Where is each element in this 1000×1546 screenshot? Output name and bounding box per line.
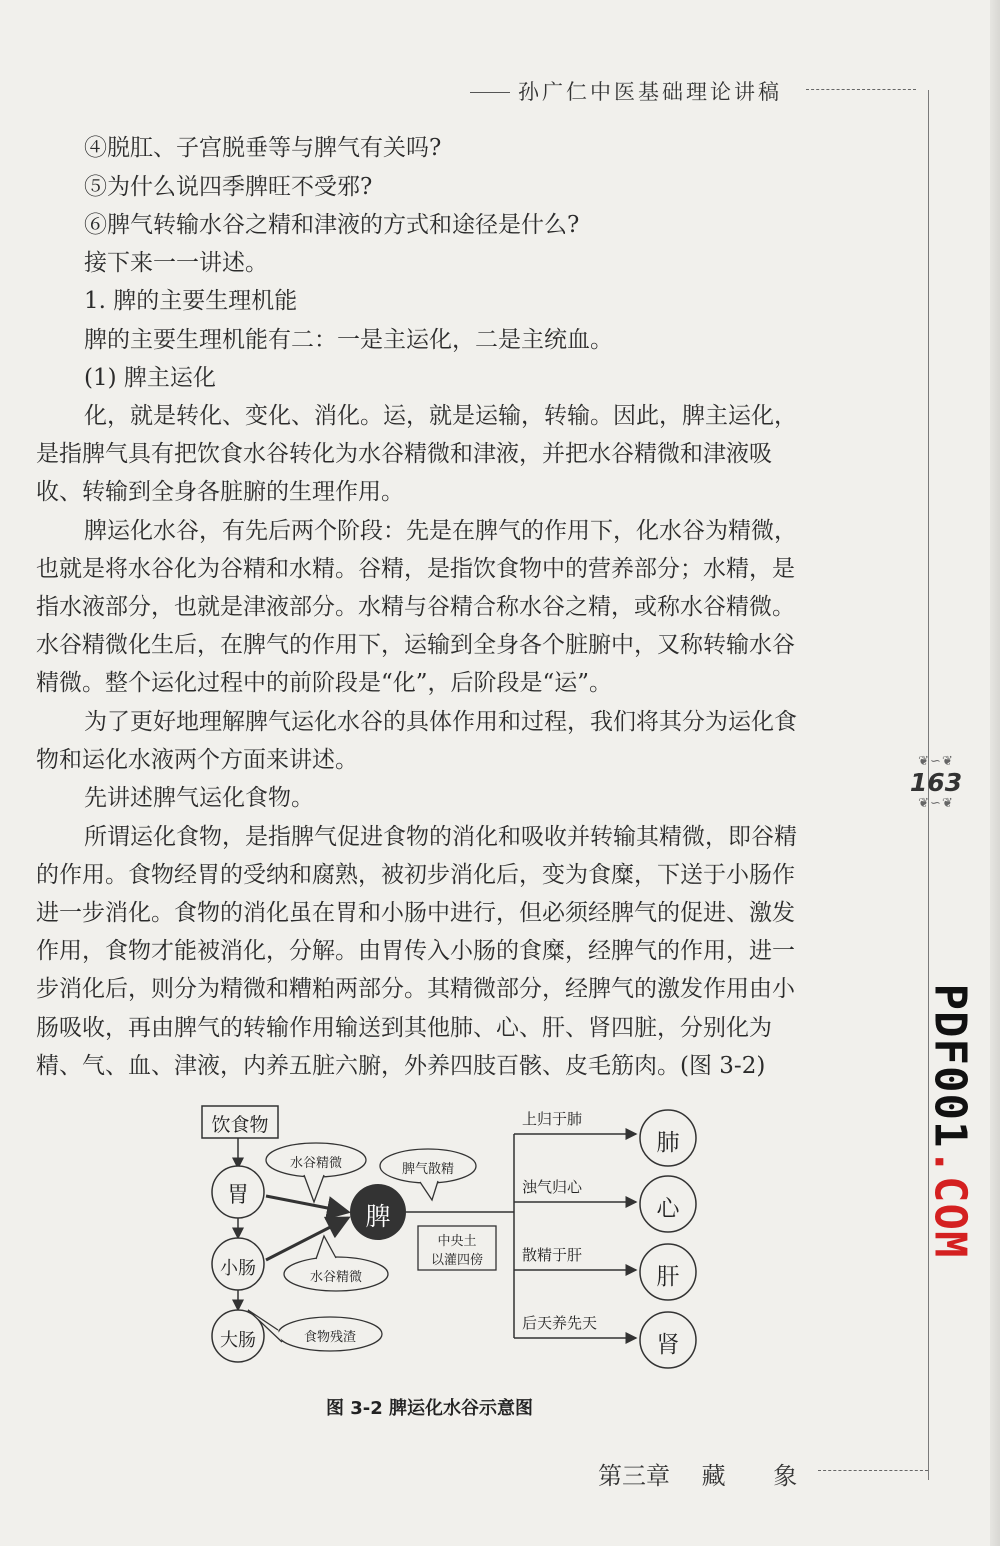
section-summary: 脾的主要生理机能有二：一是主运化，二是主统血。 [84, 327, 613, 353]
paragraph-line: 是指脾气具有把饮食水谷转化为水谷精微和津液，并把水谷精微和津液吸 [36, 441, 772, 467]
stomach-label: 胃 [226, 1183, 249, 1208]
watermark [900, 983, 1000, 1259]
spleen-label: 脾 [365, 1202, 391, 1231]
lung-label: 肺 [656, 1130, 680, 1156]
paragraph-line: 作用，食物才能被消化，分解。由胃传入小肠的食糜，经脾气的作用，进一 [36, 938, 795, 964]
spleen-transport-diagram [196, 1098, 716, 1380]
paragraph-line: 脾运化水谷，有先后两个阶段：先是在脾气的作用下，化水谷为精微， [84, 518, 797, 544]
branch-label: 散精于肝 [522, 1246, 583, 1264]
bubble-label: 食物残渣 [303, 1330, 356, 1345]
paragraph-line: 水谷精微化生后，在脾气的作用下，运输到全身各个脏腑中，又称转输水谷 [36, 632, 795, 658]
paragraph-line: 肠吸收，再由脾气的转输作用输送到其他肺、心、肝、肾四脏，分别化为 [36, 1015, 772, 1041]
watermark-text: PDF001.COM [924, 983, 976, 1259]
branch-label: 上归于肺 [522, 1110, 583, 1128]
question-6: ⑥脾气转输水谷之精和津液的方式和途径是什么? [84, 212, 580, 238]
large-intestine-label: 大肠 [220, 1330, 256, 1351]
paragraph-line: 的作用。食物经胃的受纳和腐熟，被初步消化后，变为食糜，下送于小肠作 [36, 862, 795, 888]
paragraph-line: 精微。整个运化过程中的前阶段是“化”，后阶段是“运”。 [36, 670, 613, 696]
paragraph-line: 进一步消化。食物的消化虽在胃和小肠中进行，但必须经脾气的促进、激发 [36, 900, 795, 926]
paragraph-line: 精、气、血、津液，内养五脏六腑，外养四肢百骸、皮毛筋肉。(图 3-2) [36, 1053, 766, 1079]
heart-label: 心 [656, 1196, 680, 1222]
section-heading: 1. 脾的主要生理机能 [84, 288, 298, 314]
figure-caption: 图 3-2 脾运化水谷示意图 [326, 1398, 534, 1419]
food-label: 饮食物 [211, 1114, 269, 1136]
transition-text: 接下来一一讲述。 [84, 250, 268, 276]
paragraph-line: 指水液部分，也就是津液部分。水精与谷精合称水谷之精，或称水谷精微。 [36, 594, 795, 620]
ornament-icon: ❦∽❦ [918, 796, 954, 811]
page-number-badge [902, 756, 970, 816]
bubble-label: 水谷精微 [309, 1270, 362, 1285]
footer-title-a: 藏 [701, 1462, 726, 1490]
question-4: ④脱肛、子宫脱垂等与脾气有关吗? [84, 135, 442, 161]
running-header-title: 孙广仁中医基础理论讲稿 [518, 80, 782, 104]
bubble-label: 脾气散精 [401, 1162, 454, 1177]
paragraph-line: 步消化后，则分为精微和糟粕两部分。其精微部分，经脾气的激发作用由小 [36, 976, 795, 1002]
scan-edge [990, 0, 1000, 1546]
paragraph-line: 收、转输到全身各脏腑的生理作用。 [36, 479, 404, 505]
page-number: 163 [909, 768, 963, 797]
subsection-heading: (1) 脾主运化 [84, 365, 216, 391]
center-box-line: 中央土 [437, 1234, 477, 1249]
ornament-icon: ❦∽❦ [918, 754, 954, 769]
branch-label: 后天养先天 [522, 1314, 598, 1332]
paragraph-line: 也就是将水谷化为谷精和水精。谷精，是指饮食物中的营养部分；水精，是 [36, 556, 795, 582]
question-5: ⑤为什么说四季脾旺不受邪? [84, 174, 373, 200]
paragraph-line: 先讲述脾气运化食物。 [84, 785, 314, 811]
paragraph-line: 为了更好地理解脾气运化水谷的具体作用和过程，我们将其分为运化食 [84, 709, 797, 735]
header-rule [470, 92, 510, 93]
branch-label: 浊气归心 [522, 1178, 583, 1196]
footer-title-b: 象 [773, 1462, 798, 1490]
running-footer [598, 1456, 797, 1491]
footer-chapter: 第三章 [598, 1462, 670, 1490]
bubble-label: 水谷精微 [289, 1156, 342, 1171]
header-rule-dashed [806, 89, 916, 90]
center-box-line: 以灌四傍 [430, 1253, 483, 1268]
paragraph-line: 化，就是转化、变化、消化。运，就是运输，转输。因此，脾主运化， [84, 403, 797, 429]
small-intestine-label: 小肠 [220, 1258, 256, 1279]
paragraph-line: 物和运化水液两个方面来讲述。 [36, 747, 358, 773]
footer-rule-dashed [818, 1470, 928, 1471]
liver-label: 肝 [656, 1264, 680, 1290]
paragraph-line: 所谓运化食物，是指脾气促进食物的消化和吸收并转输其精微，即谷精 [84, 824, 797, 850]
kidney-label: 肾 [656, 1332, 680, 1358]
